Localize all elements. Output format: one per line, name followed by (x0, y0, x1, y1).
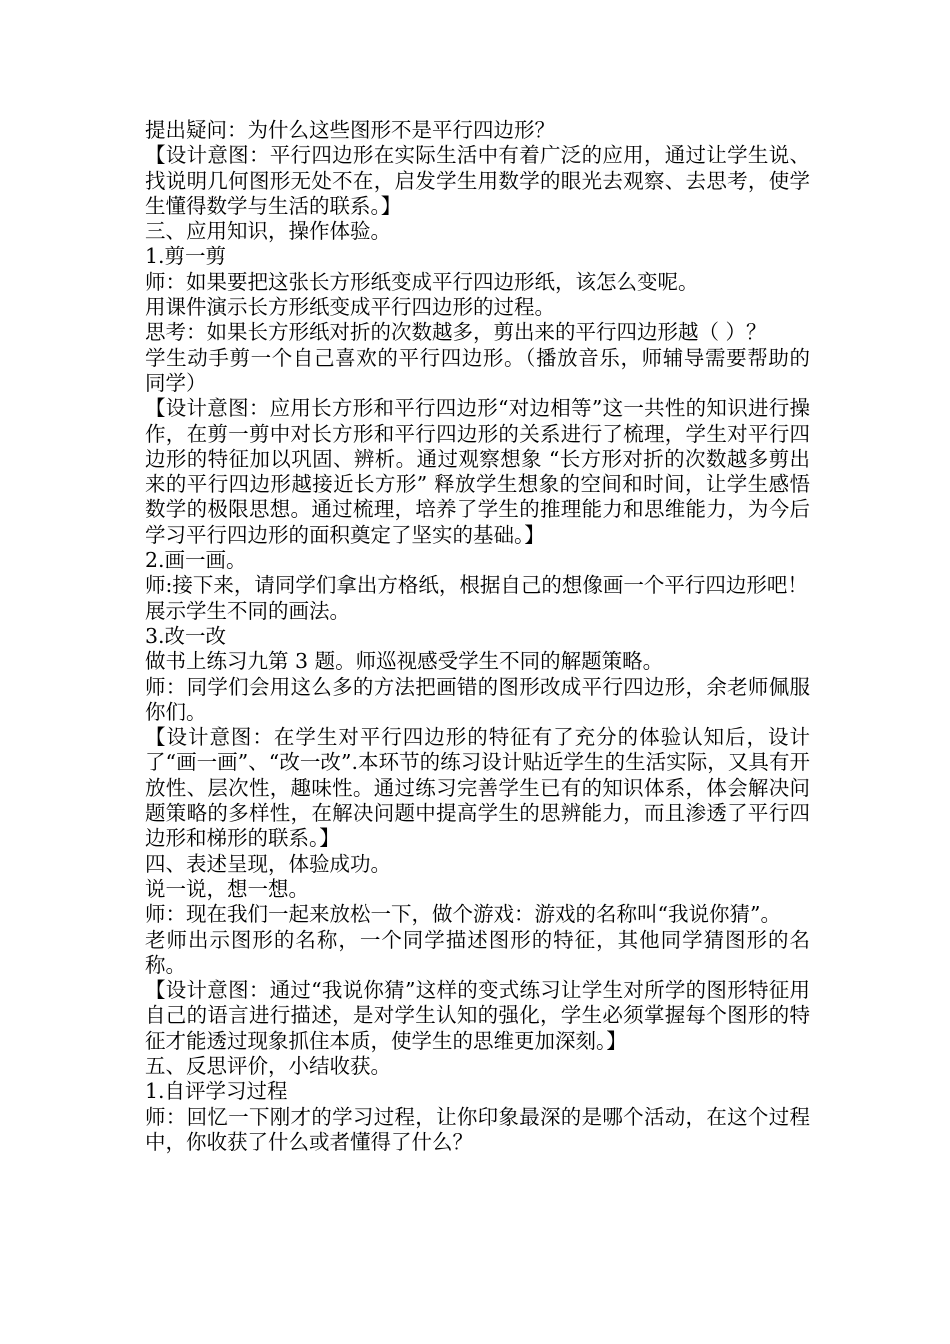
section-heading-3: 三、应用知识，操作体验。 (145, 219, 391, 244)
paragraph-teacher-praise: 师：同学们会用这么多的方法把画错的图形改成平行四边形，余老师佩服你们。 (145, 674, 810, 724)
paragraph-student-cut: 学生动手剪一个自己喜欢的平行四边形。（播放音乐，师辅导需要帮助的同学） (145, 345, 810, 395)
paragraph-teacher-cut: 师：如果要把这张长方形纸变成平行四边形纸，该怎么变呢。 (145, 269, 699, 294)
subheading-say-think: 说一说，想一想。 (145, 876, 309, 901)
subheading-correct: 3.改一改 (145, 623, 227, 648)
paragraph-think: 思考：如果长方形纸对折的次数越多，剪出来的平行四边形越（ ）？ (145, 320, 767, 345)
paragraph-design-intent-2: 【设计意图：应用长方形和平行四边形“对边相等”这一共性的知识进行操作，在剪一剪中对长方形和平行四边形的关系进行了梳理，学生对平行四边形的特征加以巩固、辨析。通过观察想象 “长方形对折的次数越多剪出来的平行四边形越接近长方形” 释放学生想象的空间和时间，让学生感悟数学的极限思想。通过梳理，培养了学生的推理能力和思维能力，为今后学习平行四边形的面积奠定了坚实的基础。】 (145, 396, 810, 547)
paragraph-teacher-draw: 师:接下来，请同学们拿出方格纸，根据自己的想像画一个平行四边形吧！ (145, 573, 808, 598)
paragraph-question: 提出疑问：为什么这些图形不是平行四边形？ (145, 118, 555, 142)
paragraph-teacher-game: 师：现在我们一起来放松一下，做个游戏：游戏的名称叫“我说你猜”。 (145, 902, 781, 927)
paragraph-exercise: 做书上练习九第 3 题。师巡视感受学生不同的解题策略。 (145, 649, 664, 674)
paragraph-design-intent-3: 【设计意图：在学生对平行四边形的特征有了充分的体验认知后，设计了“画一画”、“改一改”.本环节的练习设计贴近学生的生活实际，又具有开放性、层次性，趣味性。通过练习完善学生已有的知识体系，体会解决问题策略的多样性，在解决问题中提高学生的思辨能力，而且渗透了平行四边形和梯形的联系。】 (145, 725, 810, 851)
paragraph-teacher-recall: 师：回忆一下刚才的学习过程，让你印象最深的是哪个活动，在这个过程中，你收获了什么或者懂得了什么？ (145, 1104, 810, 1154)
section-heading-4: 四、表述呈现，体验成功。 (145, 851, 391, 876)
paragraph-design-intent-4: 【设计意图：通过“我说你猜”这样的变式练习让学生对所学的图形特征用自己的语言进行描述，是对学生认知的强化，学生必须掌握每个图形的特征才能透过现象抓住本质，使学生的思维更加深刻。】 (145, 978, 810, 1053)
section-heading-5: 五、反思评价，小结收获。 (145, 1053, 391, 1078)
paragraph-game-rules: 老师出示图形的名称，一个同学描述图形的特征，其他同学猜图形的名称。 (145, 927, 810, 977)
subheading-cut: 1.剪一剪 (145, 244, 227, 269)
subheading-self-evaluate: 1.自评学习过程 (145, 1079, 288, 1104)
paragraph-design-intent-1: 【设计意图：平行四边形在实际生活中有着广泛的应用，通过让学生说、找说明几何图形无处不在，启发学生用数学的眼光去观察、去思考，使学生懂得数学与生活的联系。】 (145, 143, 810, 218)
paragraph-courseware-demo: 用课件演示长方形纸变成平行四边形的过程。 (145, 295, 555, 320)
paragraph-show-drawings: 展示学生不同的画法。 (145, 598, 350, 623)
subheading-draw: 2.画一画。 (145, 548, 247, 573)
document-body (145, 118, 810, 1155)
